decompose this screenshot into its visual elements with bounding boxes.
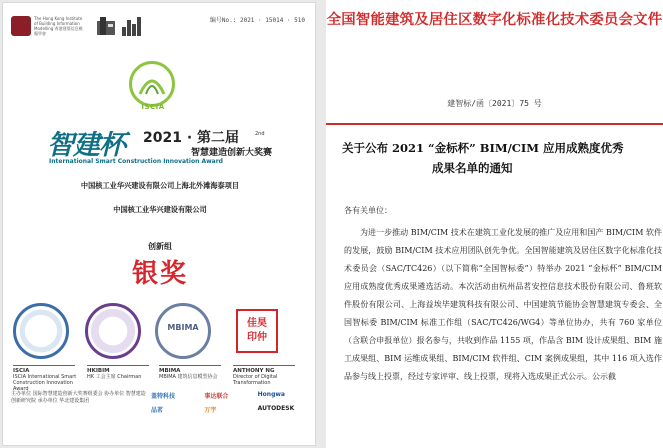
partner-logo: Hongwa [257,391,285,398]
notice-title-line2: 成果名单的通知 [432,161,513,175]
award-name-cn: 智慧建造创新大奖赛 [191,148,273,158]
partner-logo: 盖特科技 [151,393,176,400]
signature-block [87,363,153,380]
iscia-emblem [129,61,175,107]
skyline-logo-icon [121,15,143,37]
iscia-label: ISCIA [141,103,165,111]
signature-block [159,363,225,380]
award-certificate [2,2,316,446]
certificate-serial: 编号No.: 2021 · 15014 · 510 [209,17,305,24]
signature-name: ANTHONY NG [233,368,275,374]
iscia-seal-icon [13,303,69,359]
partner-logo: 事达联合 [204,393,229,400]
partner-logo: AUTODESK [257,405,295,412]
signature-role: Director of Digital Transformation [233,374,278,386]
salutation: 各有关单位： [344,206,392,215]
award-group: 创新组 [148,242,172,251]
header-logos [95,15,143,37]
partner-logos [151,391,311,415]
hkibim-logo-text: The Hong Kong Institute of Building Information Modelling 香港建築信息模擬學會 [34,16,83,36]
edition-small: 2nd [255,131,265,137]
signature-name: ISCIA [13,368,30,374]
partner-section [11,391,309,441]
signature-role: ISCIA International Smart Construction Innovation Award [13,374,77,392]
red-name-stamp: 佳昊 印仲 [236,309,278,353]
notice-title [342,138,662,178]
signature-block [233,363,303,386]
signature-block [13,363,83,392]
notice-title-line1: 关于公布 2021 “金标杯” BIM/CIM 应用成熟度优秀 [342,141,624,155]
hkibim-seal-icon [85,303,141,359]
winner-company: 中国核工业华兴建设有限公司 [113,205,207,214]
mbima-seal-text: MBIMA [167,323,199,332]
prize-level: 银奖 [131,259,188,289]
edition-title: 2021 · 第二届 [143,130,240,146]
organizer-text: 主办单位 国际智慧建造创新大奖赛组委会 协办单位 智慧建造创新研究院 承办单位 华北建设集团 [11,391,146,404]
signature-role: HK 工会主席 Chairman [87,374,142,380]
award-name-en: International Smart Construction Innovation Award [49,158,223,165]
hkibim-logo-mark [11,16,31,36]
notice-body: 为进一步推动 BIM/CIM 技术在建筑工业化发展的推广及应用和国产 BIM/CIM 软件的发展，鼓励 BIM/CIM 技术应用团队创先争优。全国智能建筑及居住区数字化标准化技术委员会（SAC/TC426）（以下简称“全国智标委”）特举办 2021 “金标杯” BIM/CIM 应用成熟度优秀成果遴选活动。本次活动由杭州品茗安控信息技术股份有限公司、鲁班软件股份有限公司、上海益埃毕建筑科技有限公司、中国建筑节能协会智慧建筑专委会、全国智标委 BIM/CIM 标准工作组（SAC/TC426/WG4）等单位协办，共有 760 家单位（含联合申报单位）报名参与，共收到作品 1155 项，作品含 BIM 设计成果组、BIM 施工成果组、BIM 运维成果组、BIM/CIM 软件组、CIM 案例成果组，其中 116 项入选作品参与线上投票，经过专家评审、线上投票，现将入选成果正式公示。公示截 [344,228,662,381]
issuer-header: 全国智能建筑及居住区数字化标准化技术委员会文件 [326,11,663,28]
document-number: 建智标/函〔2021〕75 号 [447,99,542,108]
hkibim-logo [11,13,87,39]
signature-role: MBIMA 建筑信息模型协会 [159,374,218,380]
building-logo-icon [95,15,117,37]
partner-logo: 万宇 [204,407,217,414]
leaf-icon [132,64,172,104]
signature-name: HKIBIM [87,368,110,374]
partner-logo: 品茗 [151,407,164,414]
official-notice [326,0,663,448]
signature-name: MBIMA [159,368,181,374]
winner-project: 中国核工业华兴建设有限公司上海北外滩海泰项目 [80,181,240,190]
brand-calligraphy: 智建杯 [47,130,125,161]
header-divider [326,123,663,125]
